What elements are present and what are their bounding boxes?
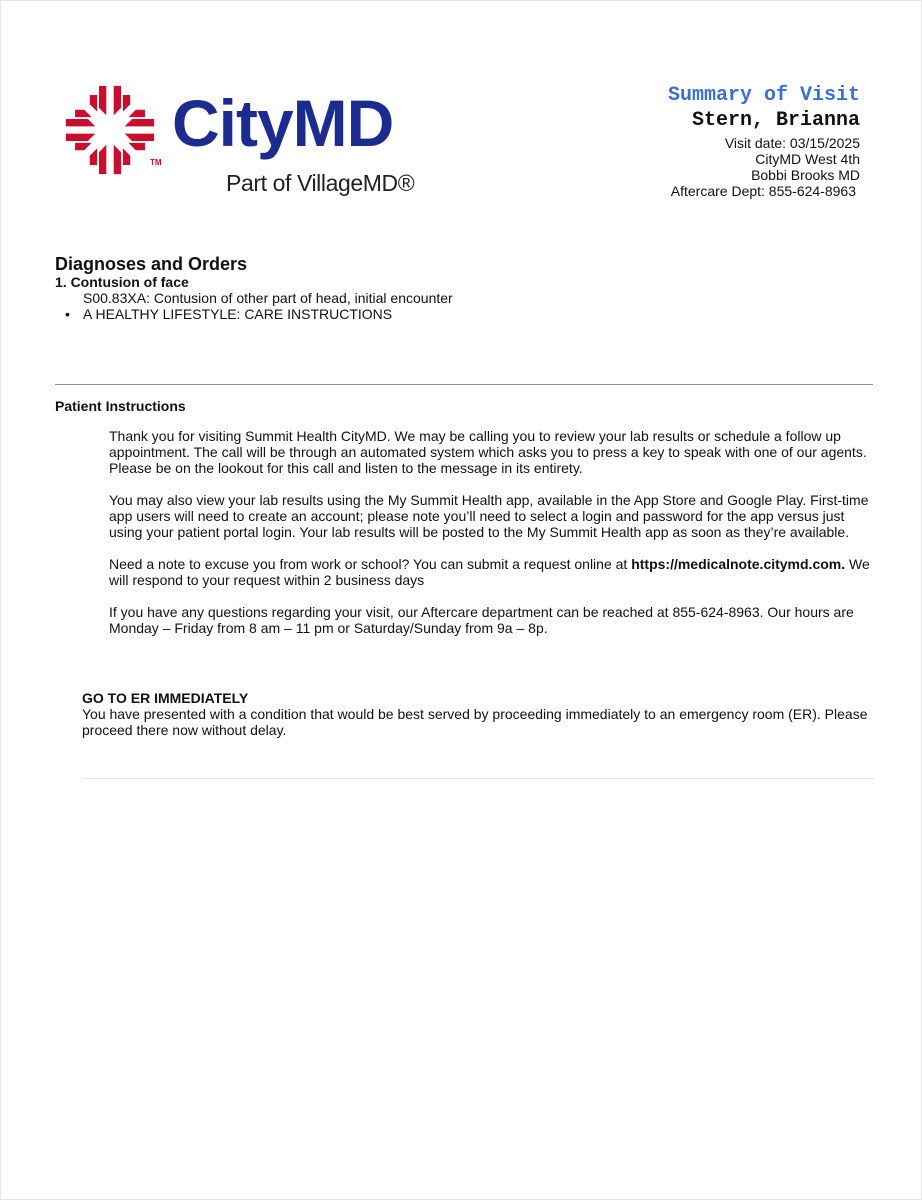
diagnoses-section: [55, 254, 875, 322]
section-divider: [55, 384, 873, 385]
er-notice: [82, 690, 872, 738]
visit-date: Visit date: 03/15/2025: [724, 135, 860, 151]
diagnoses-heading: Diagnoses and Orders: [55, 254, 248, 274]
order-text: A HEALTHY LIFESTYLE: CARE INSTRUCTIONS: [83, 306, 393, 322]
patient-instructions-body: [109, 428, 877, 652]
clinic-location: CityMD West 4th: [755, 151, 860, 167]
patient-name: Stern, Brianna: [691, 109, 860, 132]
visit-header: [668, 86, 860, 200]
villagemd-tagline: Part of VillageMD®: [226, 170, 415, 196]
medical-note-link[interactable]: https://medicalnote.citymd.com.: [631, 556, 846, 572]
document-title: Summary of Visit: [667, 84, 860, 107]
provider-name: Bobbi Brooks MD: [751, 167, 860, 183]
er-notice-body: You have presented with a condition that would be best served by proceeding immediately to an emergency room (ER). Please proceed there now without delay.: [82, 706, 868, 738]
instructions-paragraph-medical-note: [109, 556, 877, 588]
er-notice-heading: GO TO ER IMMEDIATELY: [82, 690, 249, 706]
medical-note-response: We will respond to your request within 2 business days: [109, 556, 870, 588]
medical-note-text: Need a note to excuse you from work or school? You can submit a request online at: [109, 556, 628, 572]
bullet: •: [65, 306, 70, 322]
trademark-mark: TM: [150, 158, 162, 167]
citymd-cross-logo-icon: [64, 84, 156, 176]
instructions-paragraph-app: You may also view your lab results using the My Summit Health app, available in the App Store and Google Play. First-time app users will need to create an account; please note you’ll need to select a login and password for the app versus just using your patient portal login. Your lab results will be posted to the My Summit Health app as soon as they’re available.: [109, 492, 869, 540]
instructions-paragraph-aftercare: If you have any questions regarding your visit, our Aftercare department can be reached at 855-624-8963. Our hours are Monday – Friday from 8 am – 11 pm or Saturday/Sunday from 9a – 8p.: [109, 604, 854, 636]
citymd-wordmark: CityMD: [172, 86, 394, 160]
aftercare-phone: Aftercare Dept: 855-624-8963: [670, 183, 856, 199]
diagnosis-item: 1. Contusion of face: [55, 274, 189, 290]
diagnosis-code: S00.83XA: Contusion of other part of head, initial encounter: [83, 290, 453, 306]
footer-divider: [82, 778, 874, 779]
patient-instructions-heading: Patient Instructions: [55, 398, 186, 414]
order-item: [55, 306, 875, 322]
citymd-logo: [64, 84, 444, 204]
instructions-paragraph-callback: Thank you for visiting Summit Health CityMD. We may be calling you to review your lab results or schedule a follow up appointment. The call will be through an automated system which asks you to press a key to speak with one of our agents. Please be on the lookout for this call and listen to the message in its entirety.: [109, 428, 867, 476]
